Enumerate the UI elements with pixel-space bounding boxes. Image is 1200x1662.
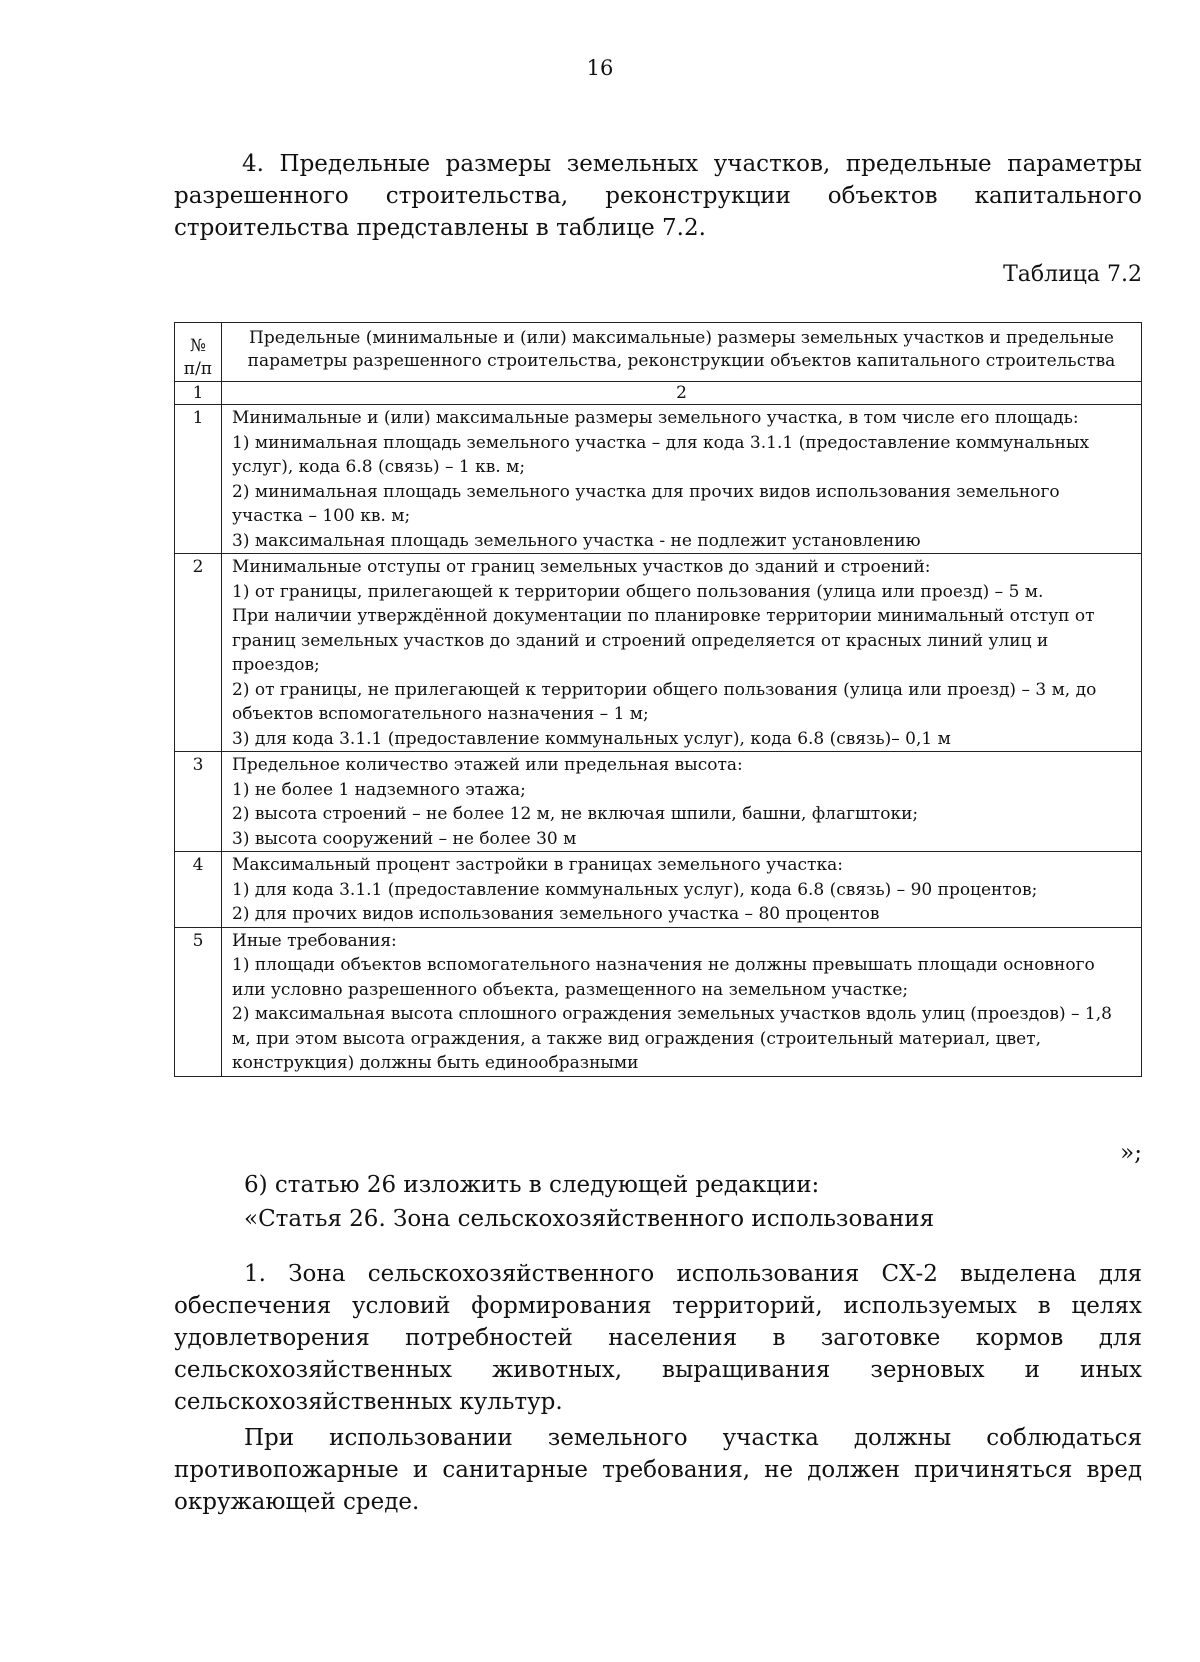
article-26-paragraph-1: 1. Зона сельскохозяйственного использования СХ-2 выделена для обеспечения условий формирования территорий, используемых в целях удовлетворения потребностей населения в заготовке кормов для сельскохозяйственных животных, выращивания зерновых и иных сельскохозяйственных культур. xyxy=(174,1261,1142,1415)
table-row xyxy=(175,752,1142,852)
table-caption: Таблица 7.2 xyxy=(1003,262,1142,287)
row-content xyxy=(222,927,1142,1076)
row-line: 2) высота строений – не более 12 м, не включая шпили, башни, флагштоки; xyxy=(232,804,919,824)
row-line: 1) от границы, прилегающей к территории общего пользования (улица или проезд) – 5 м. xyxy=(232,581,1044,602)
header-num: № п/п xyxy=(175,323,222,382)
index-col-2: 2 xyxy=(222,382,1142,405)
table-row xyxy=(175,405,1142,554)
row-content xyxy=(222,405,1142,554)
row-number: 5 xyxy=(175,927,222,1076)
row-content xyxy=(222,554,1142,752)
row-line: 3) максимальная площадь земельного участка - не подлежит установлению xyxy=(232,530,921,551)
row-number: 2 xyxy=(175,554,222,752)
regulations-table xyxy=(174,322,1142,1077)
row-line: 2) от границы, не прилегающей к территории общего пользования (улица или проезд) – 3 м, до объектов вспомогательного назначения – 1 м; xyxy=(232,679,1097,724)
item-6-text: 6) статью 26 изложить в следующей редакции: xyxy=(244,1172,820,1198)
row-line: 1) площади объектов вспомогательного назначения не должны превышать площади основного или условно разрешенного объекта, размещенного на земельном участке; xyxy=(232,955,1095,1000)
header-title: Предельные (минимальные и (или) максимальные) размеры земельных участков и предельные параметры разрешенного строительства, реконструкции объектов капитального строительства xyxy=(222,323,1142,382)
row-line: 3) для кода 3.1.1 (предоставление коммунальных услуг), кода 6.8 (связь)– 0,1 м xyxy=(232,728,951,749)
row-line: 2) для прочих видов использования земельного участка – 80 процентов xyxy=(232,904,880,924)
row-number: 3 xyxy=(175,752,222,852)
row-content xyxy=(222,752,1142,852)
row-line: 1) для кода 3.1.1 (предоставление коммунальных услуг), кода 6.8 (связь) – 90 процентов; xyxy=(232,879,1038,900)
row-line: 3) высота сооружений – не более 30 м xyxy=(232,828,577,849)
row-number: 4 xyxy=(175,852,222,928)
article-26-heading: «Статья 26. Зона сельскохозяйственного использования xyxy=(244,1206,935,1232)
row-line: Предельное количество этажей или предельная высота: xyxy=(232,755,743,775)
row-line: Минимальные и (или) максимальные размеры земельного участка, в том числе его площадь: xyxy=(232,408,1079,428)
index-col-1: 1 xyxy=(175,382,222,405)
row-line: Максимальный процент застройки в границах земельного участка: xyxy=(232,855,843,875)
article-26-paragraph-2: При использовании земельного участка должны соблюдаться противопожарные и санитарные требования, не должен причиняться вред окружающей среде. xyxy=(174,1425,1142,1515)
row-content xyxy=(222,852,1142,928)
row-line: 2) максимальная высота сплошного ограждения земельных участков вдоль улиц (проездов) – 1,8 м, при этом высота ограждения, а также вид ограждения (строительный материал, цвет, конструкция) должны быть единообразными xyxy=(232,1004,1112,1073)
table-index-row xyxy=(175,382,1142,405)
table-row xyxy=(175,852,1142,928)
closing-quote: »; xyxy=(1120,1140,1142,1166)
row-line: При наличии утверждённой документации по планировке территории минимальный отступ от границ земельных участков до зданий и строений определяется от красных линий улиц и проездов; xyxy=(232,606,1095,675)
table-header-row xyxy=(175,323,1142,382)
row-line: Иные требования: xyxy=(232,930,397,951)
table-row xyxy=(175,927,1142,1076)
intro-paragraph: 4. Предельные размеры земельных участков, предельные параметры разрешенного строительства, реконструкции объектов капитального строительства представлены в таблице 7.2. xyxy=(174,151,1142,241)
table-row xyxy=(175,554,1142,752)
row-line: Минимальные отступы от границ земельных участков до зданий и строений: xyxy=(232,557,931,577)
page-number: 16 xyxy=(586,56,614,80)
row-line: 2) минимальная площадь земельного участка для прочих видов использования земельного участка – 100 кв. м; xyxy=(232,481,1060,526)
row-line: 1) не более 1 надземного этажа; xyxy=(232,779,526,800)
row-line: 1) минимальная площадь земельного участка – для кода 3.1.1 (предоставление коммунальных услуг), кода 6.8 (связь) – 1 кв. м; xyxy=(232,432,1090,477)
item-6-block xyxy=(244,1168,934,1236)
row-number: 1 xyxy=(175,405,222,554)
